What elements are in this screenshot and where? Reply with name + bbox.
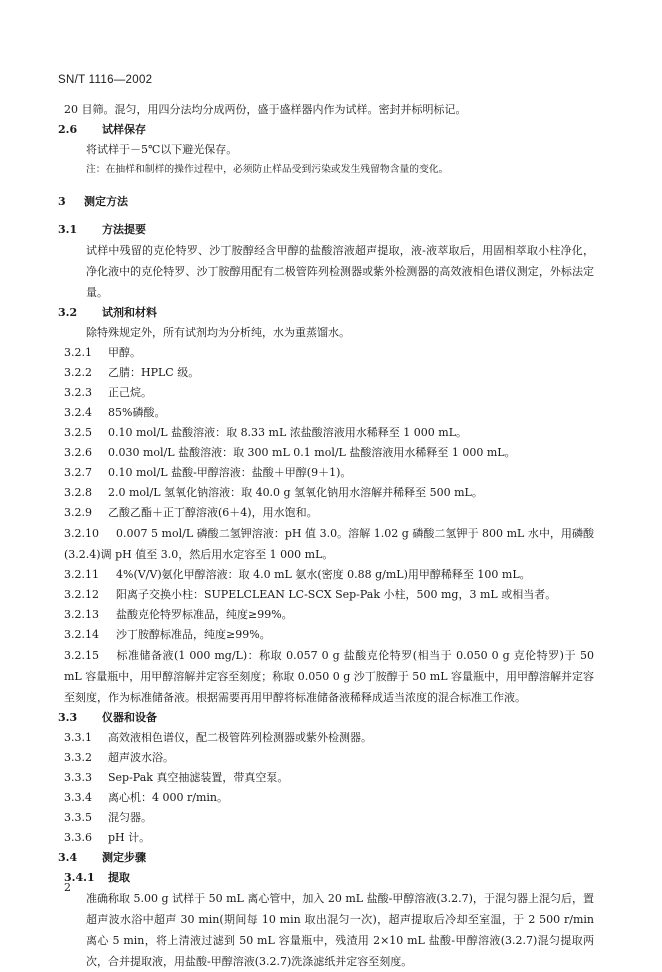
section-3-heading (58, 192, 594, 212)
reagent-item: 3.2.5 0.10 mol/L 盐酸溶液：取 8.33 mL 浓盐酸溶液用水稀释至 1 000 mL。 (64, 426, 468, 439)
section-3-4-1-text: 准确称取 5.00 g 试样于 50 mL 离心管中，加入 20 mL 盐酸-甲醇溶液(3.2.7)，于混匀器上混匀后，置超声波水浴中超声 30 min(期间每 10 min 取出混匀一次)，超声提取后冷却至室温，于 2 500 r/min 离心 5 min，将上清液过滤到 50 mL 容量瓶中，残渣用 2×10 mL 盐酸-甲醇溶液(3.2.7)混匀提取两次，合并提取液，用盐酸-甲醇溶液(3.2.7)洗涤滤纸并定容至刻度。 (86, 892, 594, 968)
section-3-3-heading (58, 708, 594, 728)
reagent-item: 3.2.15 标准储备液(1 000 mg/L)：称取 0.057 0 g 盐酸克伦特罗(相当于 0.050 0 g 克伦特罗)于 50 mL 容量瓶中，用甲醇溶解并定容至刻度；称取 0.050 0 g 沙丁胺醇于 50 mL 容量瓶中，用甲醇溶解并定容至刻度，作为标准储备液。根据需要再用甲醇将标准储备液稀释成适当浓度的混合标准工作液。 (64, 649, 594, 704)
section-title: 试剂和材料 (102, 306, 157, 319)
page-number: 2 (64, 881, 71, 894)
section-number: 3.2 (58, 306, 78, 319)
section-title: 测定步骤 (102, 851, 146, 864)
equipment-item: 3.3.4 离心机：4 000 r/min。 (64, 791, 228, 804)
reagent-item: 3.2.14 沙丁胺醇标准品，纯度≥99%。 (64, 628, 271, 641)
section-number: 3.4 (58, 851, 78, 864)
equipment-item: 3.3.2 超声波水浴。 (64, 751, 174, 764)
reagent-item: 3.2.7 0.10 mol/L 盐酸-甲醇溶液：盐酸＋甲醇(9＋1)。 (64, 466, 352, 479)
section-3-4-1-heading (64, 868, 594, 888)
equipment-item: 3.3.1 高效液相色谱仪，配二极管阵列检测器或紫外检测器。 (64, 731, 372, 744)
paragraph-continuation: 20 目筛。混匀，用四分法均分成两份，盛于盛样器内作为试样。密封并标明标记。 (64, 103, 467, 116)
section-number: 3.3 (58, 711, 78, 724)
section-2-6-text: 将试样于－5℃以下避光保存。 (86, 143, 238, 156)
section-3-1-heading (58, 220, 594, 240)
section-number: 3.4.1 (64, 871, 95, 884)
standard-code-header: SN/T 1116—2002 (58, 74, 153, 86)
section-2-6-heading (58, 120, 594, 140)
section-3-2-text: 除特殊规定外，所有试剂均为分析纯，水为重蒸馏水。 (86, 326, 350, 339)
section-title: 仪器和设备 (102, 711, 157, 724)
section-2-6-note: 注：在抽样和制样的操作过程中，必须防止样品受到污染或发生残留物含量的变化。 (86, 164, 449, 175)
document-body (58, 100, 594, 972)
section-number: 2.6 (58, 123, 78, 136)
equipment-item: 3.3.3 Sep-Pak 真空抽滤装置，带真空泵。 (64, 771, 289, 784)
reagent-item: 3.2.2 乙腈：HPLC 级。 (64, 366, 200, 379)
reagent-item: 3.2.9 乙酸乙酯＋正丁醇溶液(6＋4)，用水饱和。 (64, 506, 318, 519)
reagent-item: 3.2.8 2.0 mol/L 氢氧化钠溶液：取 40.0 g 氢氧化钠用水溶解并稀释至 500 mL。 (64, 486, 483, 499)
equipment-item: 3.3.6 pH 计。 (64, 831, 151, 844)
reagent-item: 3.2.10 0.007 5 mol/L 磷酸二氢钾溶液：pH 值 3.0。溶解 1.02 g 磷酸二氢钾于 800 mL 水中，用磷酸(3.2.4)调 pH 值至 3.0，然后用水定容至 1 000 mL。 (64, 527, 594, 561)
section-number: 3.1 (58, 223, 78, 236)
reagent-item: 3.2.4 85%磷酸。 (64, 406, 166, 419)
section-3-1-text: 试样中残留的克伦特罗、沙丁胺醇经含甲醇的盐酸溶液超声提取，液-液萃取后，用固相萃取小柱净化，净化液中的克伦特罗、沙丁胺醇用配有二极管阵列检测器或紫外检测器的高效液相色谱仪测定，外标法定量。 (86, 244, 594, 299)
reagent-item: 3.2.1 甲醇。 (64, 346, 141, 359)
section-3-4-heading (58, 848, 594, 868)
reagent-item: 3.2.3 正己烷。 (64, 386, 152, 399)
reagent-item: 3.2.11 4%(V/V)氨化甲醇溶液：取 4.0 mL 氨水(密度 0.88 g/mL)用甲醇稀释至 100 mL。 (64, 568, 531, 581)
section-number: 3 (58, 195, 66, 208)
section-title: 试样保存 (102, 123, 146, 136)
section-title: 方法提要 (102, 223, 146, 236)
reagent-item: 3.2.13 盐酸克伦特罗标准品，纯度≥99%。 (64, 608, 293, 621)
section-title: 提取 (108, 871, 130, 884)
reagent-item: 3.2.12 阳离子交换小柱：SUPELCLEAN LC-SCX Sep-Pak 小柱，500 mg，3 mL 或相当者。 (64, 588, 557, 601)
section-3-2-heading (58, 303, 594, 323)
equipment-item: 3.3.5 混匀器。 (64, 811, 152, 824)
reagent-item: 3.2.6 0.030 mol/L 盐酸溶液：取 300 mL 0.1 mol/L 盐酸溶液用水稀释至 1 000 mL。 (64, 446, 516, 459)
section-title: 测定方法 (84, 195, 128, 208)
